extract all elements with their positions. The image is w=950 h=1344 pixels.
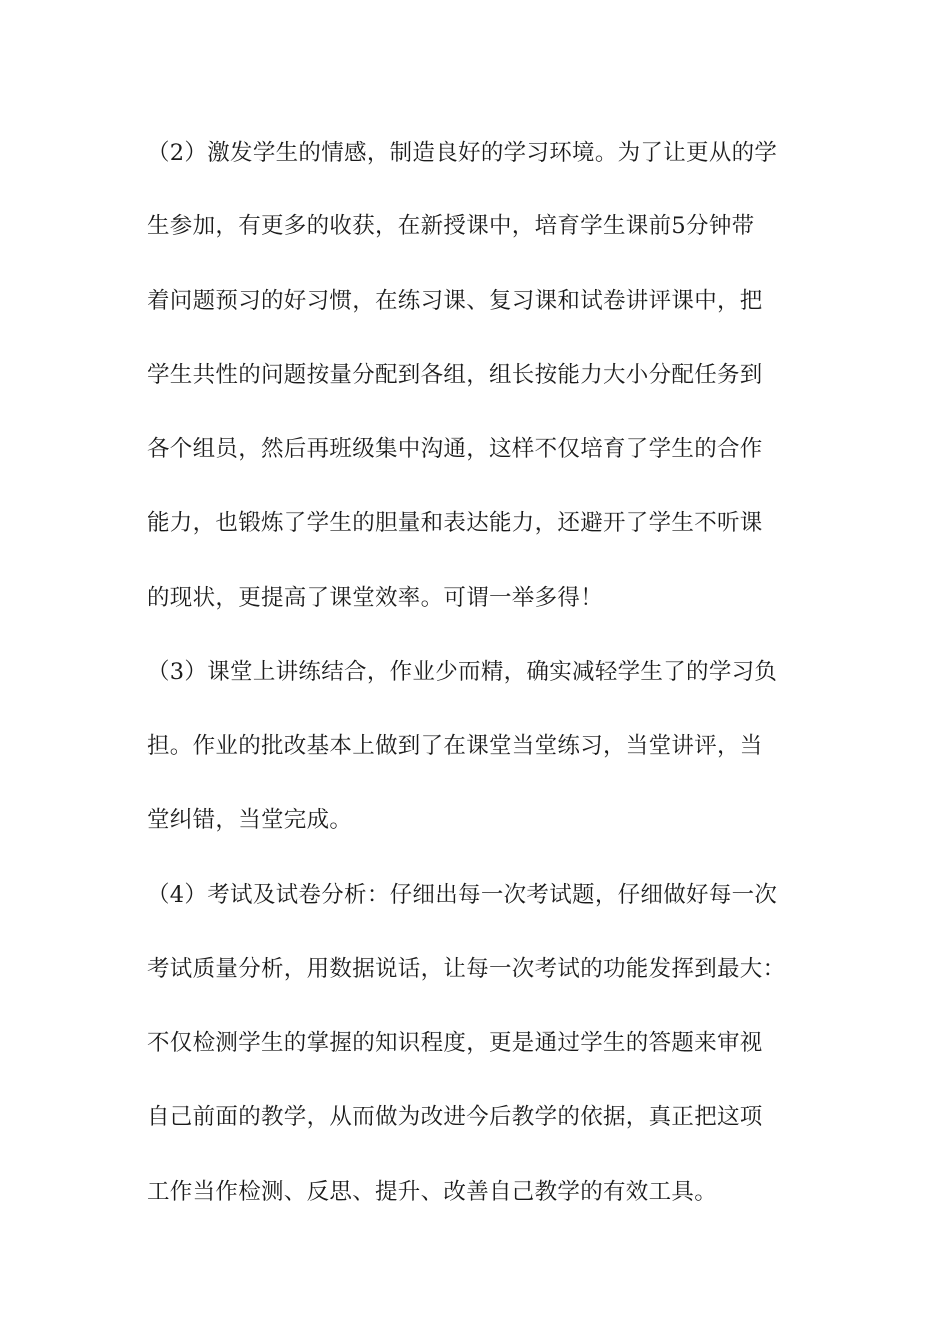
text-line: （2）激发学生的情感，制造良好的学习环境。为了让更从的学 [147, 140, 778, 166]
text-line: 的现状，更提高了课堂效率。可谓一举多得！ [147, 585, 604, 611]
text-line: 不仅检测学生的掌握的知识程度，更是通过学生的答题来审视 [147, 1030, 763, 1056]
text-line: 学生共性的问题按量分配到各组，组长按能力大小分配任务到 [147, 362, 763, 388]
text-line: 生参加，有更多的收获，在新授课中，培育学生课前5分钟带 [147, 213, 755, 239]
text-line: 考试质量分析，用数据说话，让每一次考试的功能发挥到最大： [147, 956, 786, 982]
text-line: 自己前面的教学，从而做为改进今后教学的依据，真正把这项 [147, 1104, 763, 1130]
text-line: 能力，也锻炼了学生的胆量和表达能力，还避开了学生不听课 [147, 510, 763, 536]
text-line: 各个组员，然后再班级集中沟通，这样不仅培育了学生的合作 [147, 436, 763, 462]
text-line: 堂纠错，当堂完成。 [147, 807, 353, 833]
text-line: 担。作业的批改基本上做到了在课堂当堂练习，当堂讲评，当 [147, 733, 763, 759]
text-line: 工作当作检测、反思、提升、改善自己教学的有效工具。 [147, 1179, 718, 1205]
text-line: （4）考试及试卷分析：仔细出每一次考试题，仔细做好每一次 [147, 882, 778, 908]
text-line: 着问题预习的好习惯，在练习课、复习课和试卷讲评课中，把 [147, 288, 763, 314]
text-line: （3）课堂上讲练结合，作业少而精，确实减轻学生了的学习负 [147, 659, 778, 685]
